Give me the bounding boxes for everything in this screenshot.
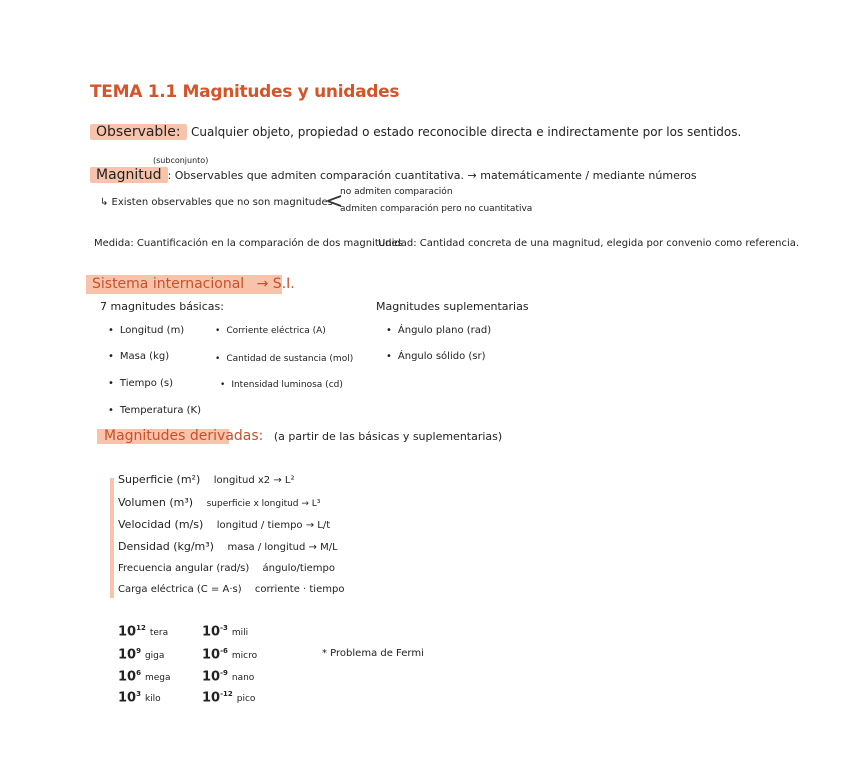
si-heading-line	[92, 276, 295, 292]
si-arrow: → S.I.	[256, 276, 295, 292]
medida-text: Medida: Cuantificación en la comparación de dos magnitudes	[94, 238, 403, 249]
observable-definition: Cualquier objeto, propiedad o estado reconocible directa e indirectamente por los sentidos.	[191, 125, 742, 139]
derivada-row	[118, 563, 335, 574]
derivadas-note: (a partir de las básicas y suplementarias)	[273, 430, 503, 443]
derivadas-heading-line	[104, 428, 502, 444]
derivada-row	[118, 496, 320, 509]
magnitud-term: Magnitud	[90, 167, 168, 183]
prefix-row: $10^{12}tera$	[118, 624, 169, 640]
prefix-row: $10^{-9}nano$	[202, 669, 255, 685]
magnitud-line	[90, 167, 697, 183]
prefix-row: $10^3kilo$	[118, 690, 161, 706]
basicas-heading: 7 magnitudes básicas:	[100, 300, 224, 313]
derivada-name: Frecuencia angular (rad/s)	[118, 563, 250, 574]
magnitud-branch-2: admiten comparación pero no cuantitativa	[340, 204, 533, 214]
derivada-expr: ángulo/tiempo	[262, 563, 335, 574]
basica-item: • Tiempo (s)	[108, 378, 173, 389]
basica-item: • Masa (kg)	[108, 351, 169, 362]
derivada-expr: superficie x longitud → L³	[206, 499, 321, 509]
derivada-name: Velocidad (m/s)	[118, 518, 204, 531]
magnitud-definition: : Observables que admiten comparación cuantitativa. → matemáticamente / mediante números	[167, 169, 697, 182]
derivada-name: Carga eléctrica (C = A·s)	[118, 584, 242, 595]
prefix-row: $10^6mega$	[118, 669, 171, 685]
derivada-name: Densidad (kg/m³)	[118, 540, 214, 553]
suplementarias-heading: Magnitudes suplementarias	[376, 300, 529, 313]
derivada-name: Volumen (m³)	[118, 496, 194, 509]
derivadas-bar	[110, 478, 114, 598]
prefix-row: $10^9giga$	[118, 647, 165, 663]
derivada-row	[118, 518, 330, 531]
prefix-row: $10^{-3}mili$	[202, 624, 249, 640]
suplementaria-item: • Ángulo plano (rad)	[386, 325, 491, 336]
observable-line	[90, 124, 741, 140]
derivada-expr: corriente · tiempo	[254, 584, 345, 595]
prefix-row: $10^{-6}micro$	[202, 647, 258, 663]
suplementaria-item: • Ángulo sólido (sr)	[386, 351, 486, 362]
derivada-row	[118, 473, 294, 486]
si-heading: Sistema internacional	[92, 276, 245, 292]
basica-item: • Longitud (m)	[108, 325, 184, 336]
derivada-row	[118, 540, 338, 553]
derivada-row	[118, 584, 344, 595]
unidad-text: Unidad: Cantidad concreta de una magnitud, elegida por convenio como referencia.	[378, 238, 800, 249]
magnitud-branch-1: no admiten comparación	[340, 187, 453, 197]
fermi-note: * Problema de Fermi	[322, 648, 424, 659]
derivadas-heading: Magnitudes derivadas:	[104, 428, 264, 444]
magnitud-sub: ↳ Existen observables que no son magnitudes	[100, 197, 333, 208]
page-title: TEMA 1.1 Magnitudes y unidades	[90, 82, 400, 102]
observable-term: Observable:	[90, 124, 187, 140]
derivada-name: Superficie (m²)	[118, 473, 201, 486]
basica-item: • Cantidad de sustancia (mol)	[215, 354, 353, 364]
prefix-row: $10^{-12}pico$	[202, 690, 256, 706]
basica-item: • Corriente eléctrica (A)	[215, 326, 326, 336]
brace-icon: <	[325, 189, 344, 214]
derivada-expr: masa / longitud → M/L	[227, 542, 338, 553]
magnitud-note: (subconjunto)	[153, 156, 209, 165]
derivada-expr: longitud x2 → L²	[213, 475, 295, 486]
derivada-expr: longitud / tiempo → L/t	[216, 520, 331, 531]
basica-item: • Intensidad luminosa (cd)	[220, 380, 343, 390]
basica-item: • Temperatura (K)	[108, 405, 201, 416]
